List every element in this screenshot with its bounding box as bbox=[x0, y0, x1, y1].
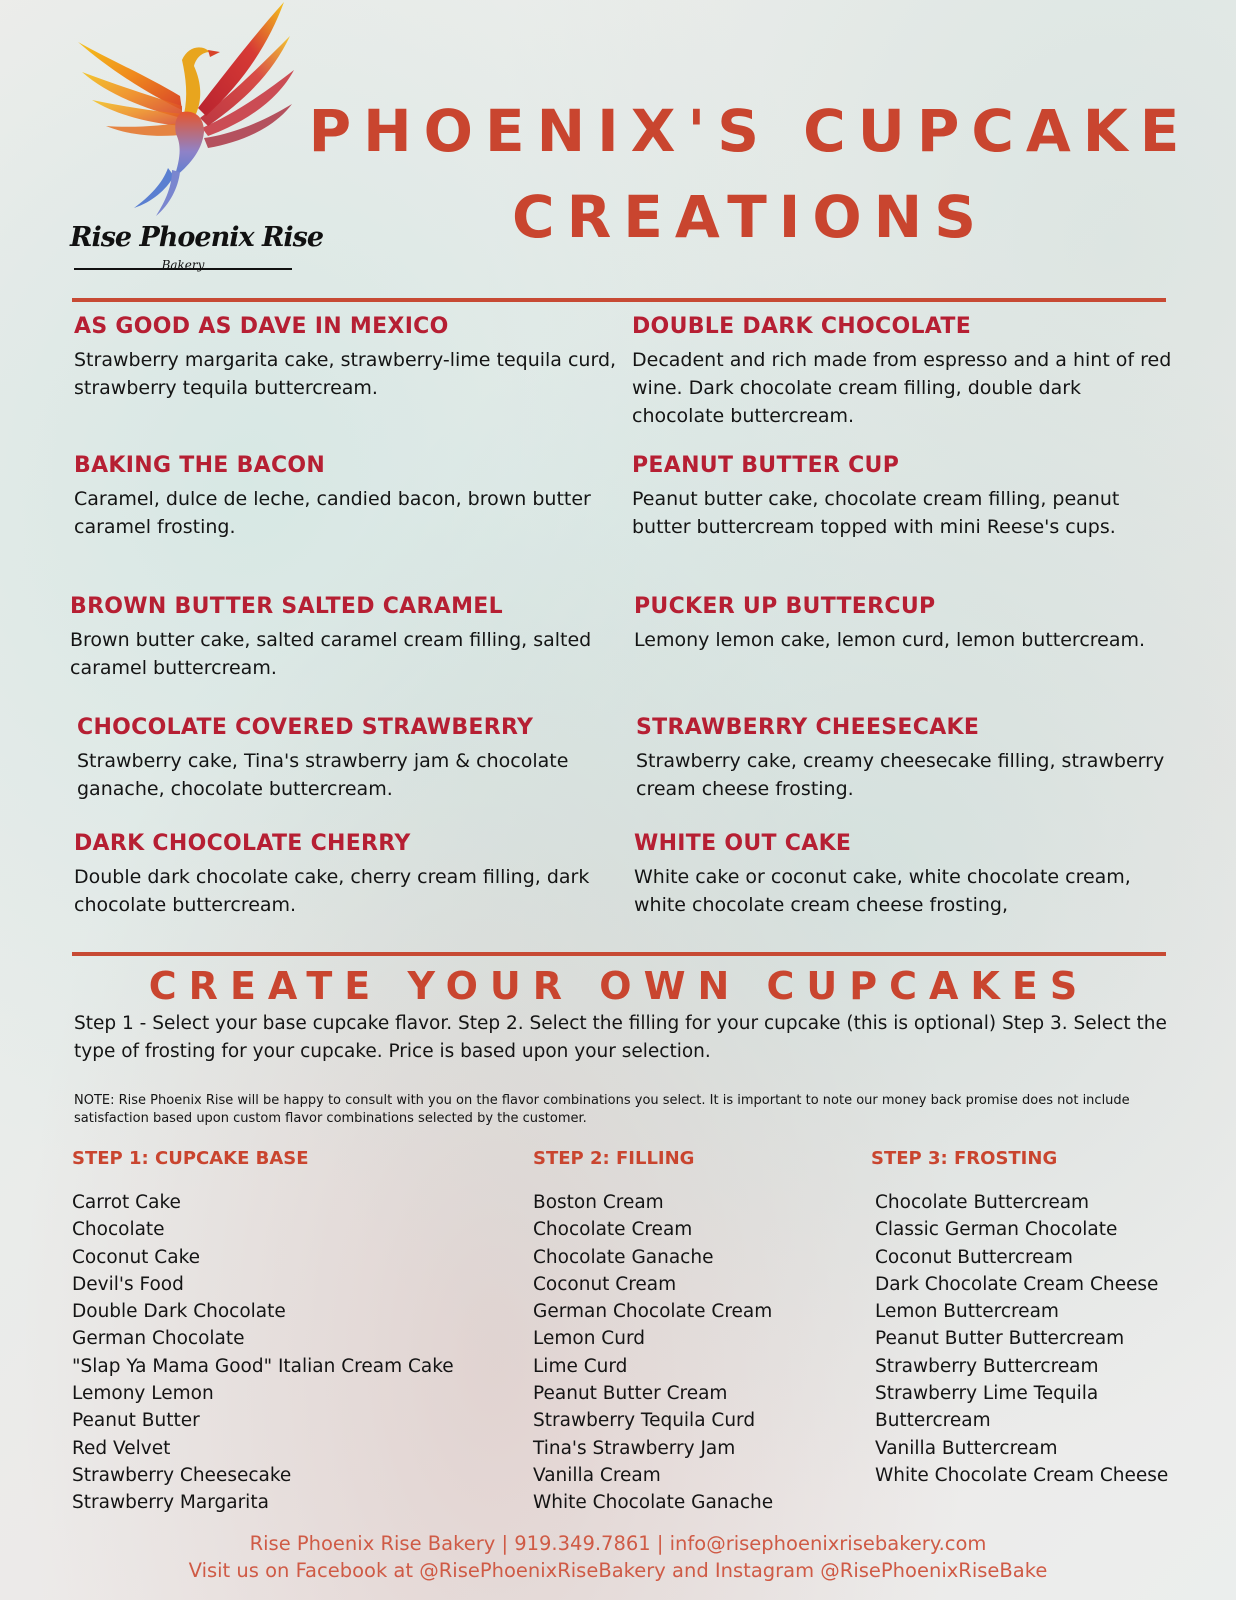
list-item: Red Velvet bbox=[72, 1437, 171, 1459]
menu-item-name: STRAWBERRY CHEESECAKE bbox=[636, 715, 980, 740]
menu-item bbox=[634, 594, 1179, 654]
list-item: Strawberry Margarita bbox=[72, 1492, 269, 1514]
frosting-column bbox=[871, 1148, 1168, 1489]
title-line-1: PHOENIX'S CUPCAKE bbox=[308, 97, 1192, 165]
list-item: Lemon Buttercream bbox=[875, 1301, 1059, 1323]
menu-item-name: PEANUT BUTTER CUP bbox=[632, 453, 900, 478]
menu-item bbox=[74, 831, 619, 919]
menu-item-description: Strawberry margarita cake, strawberry-lime tequila curd, strawberry tequila buttercream. bbox=[74, 349, 617, 399]
menu-item bbox=[632, 453, 1177, 541]
create-your-own-title: CREATE YOUR OWN CUPCAKES bbox=[148, 964, 1090, 1008]
page-title bbox=[300, 88, 1200, 260]
list-item: White Chocolate Ganache bbox=[533, 1492, 774, 1514]
menu-item-name: WHITE OUT CAKE bbox=[634, 831, 852, 856]
menu-item-description: Strawberry cake, creamy cheesecake filling, strawberry cream cheese frosting. bbox=[636, 750, 1165, 800]
title-line-2: CREATIONS bbox=[512, 183, 988, 251]
list-item: White Chocolate Cream Cheese bbox=[875, 1464, 1169, 1486]
list-item: Vanilla Buttercream bbox=[875, 1437, 1058, 1459]
menu-item-name: DOUBLE DARK CHOCOLATE bbox=[632, 314, 972, 339]
filling-list bbox=[533, 1189, 773, 1517]
menu-item bbox=[70, 594, 615, 682]
list-item: Vanilla Cream bbox=[533, 1464, 661, 1486]
menu-item-description: Strawberry cake, Tina's strawberry jam & chocolate ganache, chocolate buttercream. bbox=[77, 750, 569, 800]
footer-contact: Rise Phoenix Rise Bakery | 919.349.7861 | info@risephoenixrisebakery.com bbox=[249, 1532, 987, 1555]
list-item: Chocolate Cream bbox=[533, 1219, 693, 1241]
menu-item bbox=[634, 831, 1179, 919]
logo-subtitle: Bakery bbox=[161, 258, 205, 272]
list-item: Lime Curd bbox=[533, 1355, 628, 1377]
list-item: Coconut Cake bbox=[72, 1246, 201, 1268]
menu-item-description: Brown butter cake, salted caramel cream filling, salted caramel buttercream. bbox=[70, 629, 592, 679]
menu-item-description: Peanut butter cake, chocolate cream filling, peanut butter buttercream topped with mini Reese's cups. bbox=[632, 488, 1120, 538]
frosting-list bbox=[875, 1189, 1168, 1489]
list-item: Tina's Strawberry Jam bbox=[533, 1437, 736, 1459]
bakery-logo bbox=[70, 0, 324, 285]
menu-item-name: BAKING THE BACON bbox=[74, 453, 326, 478]
list-item: Devil's Food bbox=[72, 1273, 184, 1295]
list-item: Peanut Butter Cream bbox=[533, 1383, 728, 1405]
list-item: Coconut Cream bbox=[533, 1273, 677, 1295]
menu-item-name: DARK CHOCOLATE CHERRY bbox=[74, 831, 411, 856]
menu-item bbox=[77, 715, 622, 803]
list-item: Peanut Butter bbox=[72, 1410, 200, 1432]
middle-divider bbox=[72, 952, 1166, 956]
column-heading: STEP 2: FILLING bbox=[533, 1148, 695, 1169]
phoenix-logo-icon bbox=[70, 0, 300, 230]
list-item: Lemon Curd bbox=[533, 1328, 645, 1350]
footer-social: Visit us on Facebook at @RisePhoenixRiseBakery and Instagram @RisePhoenixRiseBake bbox=[188, 1559, 1048, 1582]
list-item: Strawberry Tequila Curd bbox=[533, 1410, 756, 1432]
list-item: Peanut Butter Buttercream bbox=[875, 1328, 1125, 1350]
list-item: "Slap Ya Mama Good" Italian Cream Cake bbox=[72, 1355, 454, 1377]
list-item: Carrot Cake bbox=[72, 1192, 181, 1213]
cupcake-base-column bbox=[72, 1148, 454, 1517]
menu-item-description: Lemony lemon cake, lemon curd, lemon buttercream. bbox=[634, 629, 1146, 651]
menu-item bbox=[74, 314, 619, 402]
menu-item-name: AS GOOD AS DAVE IN MEXICO bbox=[74, 314, 449, 339]
list-item: Strawberry Lime Tequila bbox=[875, 1383, 1099, 1405]
cupcake-base-list bbox=[72, 1189, 454, 1517]
list-item: Chocolate bbox=[72, 1219, 165, 1241]
menu-item bbox=[636, 715, 1181, 803]
list-item: Buttercream bbox=[875, 1410, 991, 1432]
column-heading: STEP 3: FROSTING bbox=[871, 1148, 1058, 1169]
list-item: Lemony Lemon bbox=[72, 1383, 214, 1405]
menu-item-name: BROWN BUTTER SALTED CARAMEL bbox=[70, 594, 503, 619]
menu-item-description: Double dark chocolate cake, cherry cream filling, dark chocolate buttercream. bbox=[74, 866, 590, 916]
list-item: Chocolate Buttercream bbox=[875, 1192, 1090, 1213]
menu-item-name: PUCKER UP BUTTERCUP bbox=[634, 594, 936, 619]
list-item: Coconut Buttercream bbox=[875, 1246, 1073, 1268]
menu-item-description: Caramel, dulce de leche, candied bacon, brown butter caramel frosting. bbox=[74, 488, 591, 538]
list-item: Classic German Chocolate bbox=[875, 1219, 1118, 1241]
menu-item-description: White cake or coconut cake, white chocolate cream, white chocolate cream cheese frosting, bbox=[634, 866, 1131, 916]
list-item: German Chocolate Cream bbox=[533, 1301, 773, 1323]
list-item: Boston Cream bbox=[533, 1192, 664, 1213]
logo-wordmark: Rise Phoenix Rise bbox=[70, 222, 324, 253]
list-item: German Chocolate bbox=[72, 1328, 245, 1350]
column-heading: STEP 1: CUPCAKE BASE bbox=[72, 1148, 309, 1169]
list-item: Strawberry Buttercream bbox=[875, 1355, 1099, 1377]
note-text: NOTE: Rise Phoenix Rise will be happy to consult with you on the flavor combinations you select. It is important to note our money back promise does not include satisfaction based upon custom flavor combinations selected by the customer. bbox=[74, 1093, 1130, 1126]
list-item: Dark Chocolate Cream Cheese bbox=[875, 1273, 1159, 1295]
list-item: Strawberry Cheesecake bbox=[72, 1464, 292, 1486]
top-divider bbox=[72, 298, 1166, 302]
menu-item-description: Decadent and rich made from espresso and a hint of red wine. Dark chocolate cream filling, double dark chocolate buttercream. bbox=[632, 349, 1172, 427]
menu-item-name: CHOCOLATE COVERED STRAWBERRY bbox=[77, 715, 534, 740]
filling-column bbox=[533, 1148, 773, 1517]
steps-instructions: Step 1 - Select your base cupcake flavor. Step 2. Select the filling for your cupcake (this is optional) Step 3. Select the type of frosting for your cupcake. Price is based upon your selection. bbox=[74, 1013, 1167, 1062]
menu-item bbox=[74, 453, 619, 541]
list-item: Chocolate Ganache bbox=[533, 1246, 714, 1268]
list-item: Double Dark Chocolate bbox=[72, 1301, 286, 1323]
menu-item bbox=[632, 314, 1177, 430]
